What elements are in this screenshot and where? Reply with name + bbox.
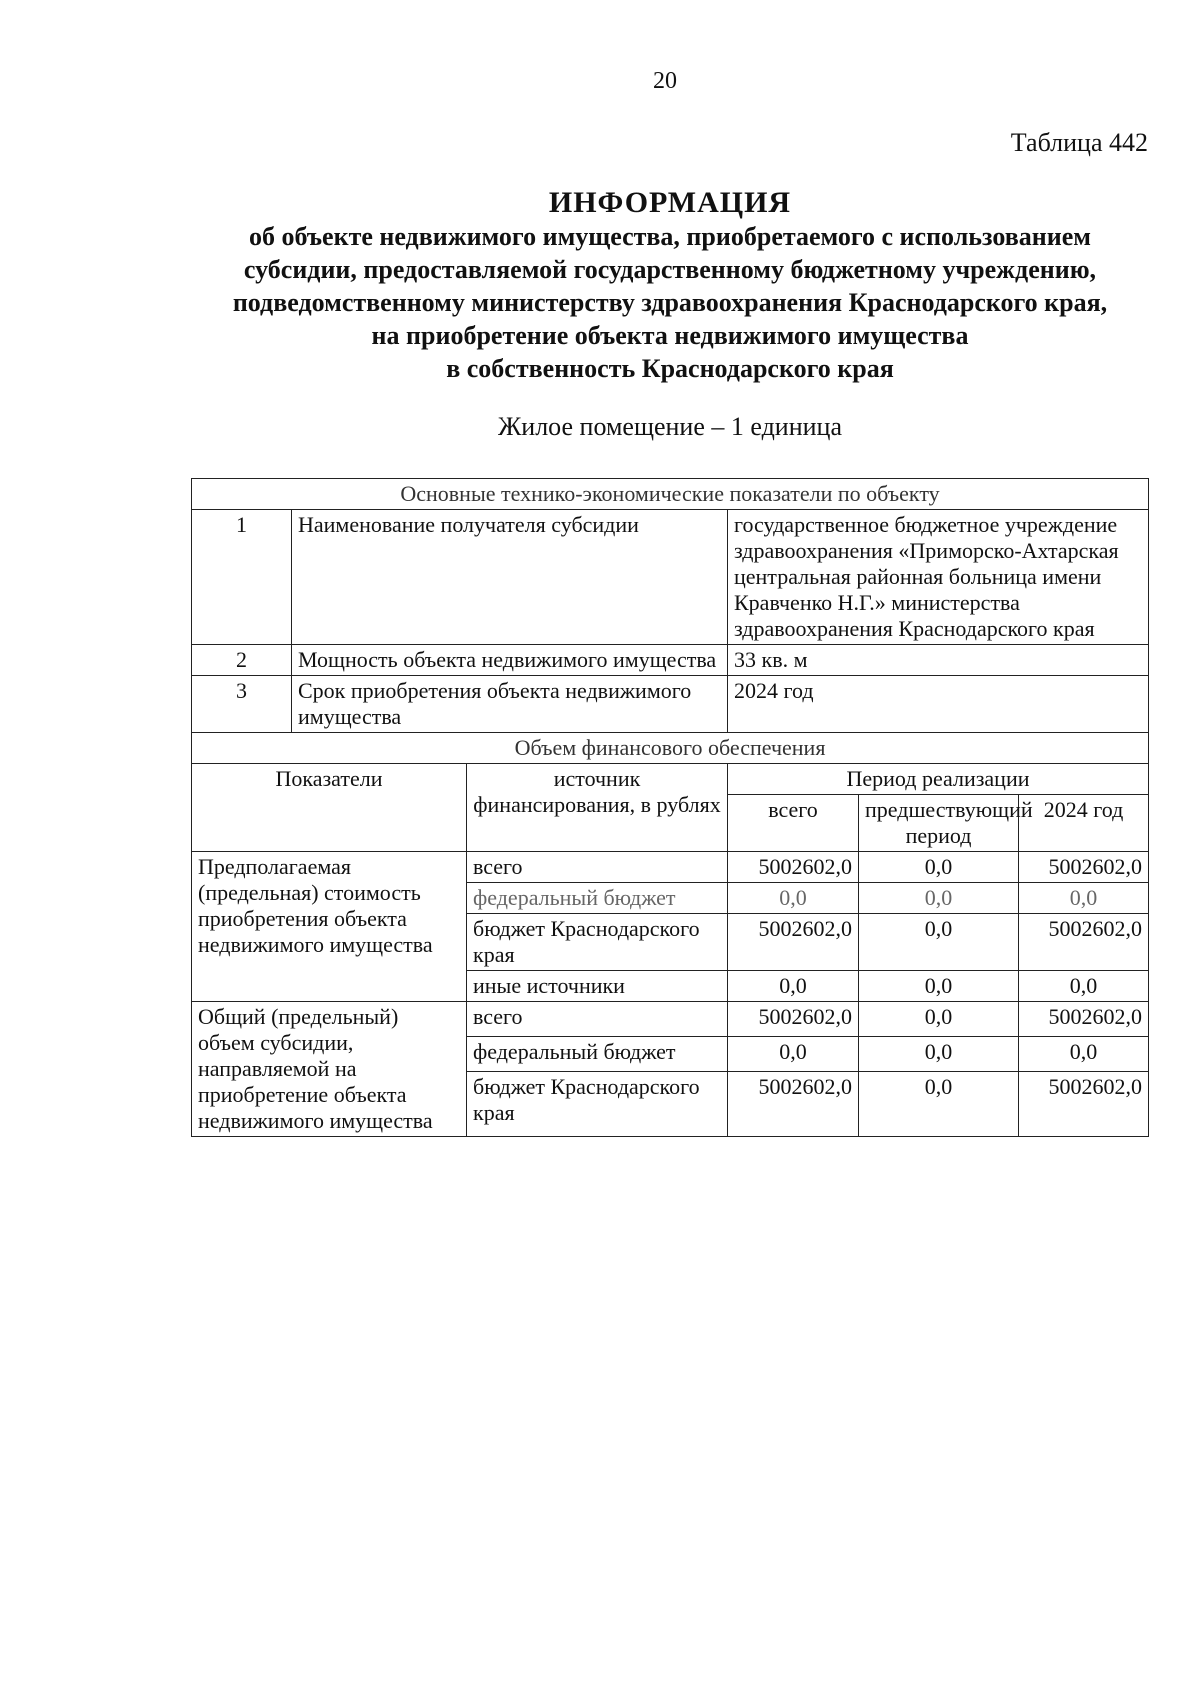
previous-cell: 0,0 (859, 971, 1019, 1002)
year-cell: 0,0 (1019, 971, 1149, 1002)
row-number: 1 (192, 510, 292, 645)
year-cell: 5002602,0 (1019, 914, 1149, 971)
row-value: государственное бюджетное учреждение здравоохранения «Приморско-Ахтарская центральная районная больница имени Кравченко Н.Г.» министерства здравоохранения Краснодарского края (728, 510, 1149, 645)
total-cell: 0,0 (728, 971, 859, 1002)
row-value: 33 кв. м (728, 645, 1149, 676)
table-row (192, 1002, 1149, 1037)
row-value: 2024 год (728, 676, 1149, 733)
total-cell: 5002602,0 (728, 1072, 859, 1137)
document-title (140, 186, 1200, 385)
col-year-header: 2024 год (1019, 795, 1149, 852)
year-cell: 5002602,0 (1019, 852, 1149, 883)
total-cell: 5002602,0 (728, 914, 859, 971)
tech-section-header: Основные технико-экономические показатели по объекту (192, 479, 1149, 510)
row-label: Мощность объекта недвижимого имущества (292, 645, 728, 676)
total-cell: 0,0 (728, 883, 859, 914)
table-row (192, 510, 1149, 645)
previous-cell: 0,0 (859, 1072, 1019, 1137)
finance-section-header-row (192, 733, 1149, 764)
group-label: Предполагаемая (предельная) стоимость приобретения объекта недвижимого имущества (192, 852, 467, 1002)
year-cell: 5002602,0 (1019, 1072, 1149, 1137)
row-label: Срок приобретения объекта недвижимого имущества (292, 676, 728, 733)
page-number: 20 (653, 68, 677, 94)
title-line: в собственность Краснодарского края (446, 354, 894, 383)
tech-section-header-row (192, 479, 1149, 510)
source-cell: федеральный бюджет (467, 883, 728, 914)
col-previous-header: предшествующий период (859, 795, 1019, 852)
year-cell: 0,0 (1019, 1037, 1149, 1072)
col-total-header: всего (728, 795, 859, 852)
total-cell: 5002602,0 (728, 852, 859, 883)
title-line: на приобретение объекта недвижимого имущества (371, 321, 969, 350)
group-label: Общий (предельный) объем субсидии, направляемой на приобретение объекта недвижимого имущества (192, 1002, 467, 1137)
previous-cell: 0,0 (859, 1002, 1019, 1037)
table-row (192, 852, 1149, 883)
previous-cell: 0,0 (859, 1037, 1019, 1072)
year-cell: 5002602,0 (1019, 1002, 1149, 1037)
table-number: Таблица 442 (1010, 128, 1148, 157)
year-cell: 0,0 (1019, 883, 1149, 914)
previous-cell: 0,0 (859, 852, 1019, 883)
finance-section-header: Объем финансового обеспечения (192, 733, 1149, 764)
total-cell: 5002602,0 (728, 1002, 859, 1037)
row-number: 2 (192, 645, 292, 676)
title-line: субсидии, предоставляемой государственному бюджетному учреждению, (243, 255, 1097, 284)
source-cell: бюджет Краснодарского края (467, 1072, 728, 1137)
col-indicators-header: Показатели (192, 764, 467, 852)
source-cell: бюджет Краснодарского края (467, 914, 728, 971)
info-table (191, 478, 1149, 1137)
previous-cell: 0,0 (859, 883, 1019, 914)
source-cell: всего (467, 852, 728, 883)
source-cell: всего (467, 1002, 728, 1037)
table-row (192, 676, 1149, 733)
total-cell: 0,0 (728, 1037, 859, 1072)
source-cell: иные источники (467, 971, 728, 1002)
title-line: подведомственному министерству здравоохранения Краснодарского края, (232, 288, 1108, 317)
source-cell: федеральный бюджет (467, 1037, 728, 1072)
col-source-header: источник финансирования, в рублях (467, 764, 728, 852)
title-line: об объекте недвижимого имущества, приобретаемого с использованием (249, 222, 1091, 251)
previous-cell: 0,0 (859, 914, 1019, 971)
title-main: ИНФОРМАЦИЯ (548, 186, 792, 219)
row-number: 3 (192, 676, 292, 733)
row-label: Наименование получателя субсидии (292, 510, 728, 645)
table-row (192, 645, 1149, 676)
col-period-header: Период реализации (728, 764, 1149, 795)
object-subtitle: Жилое помещение – 1 единица (497, 412, 842, 441)
finance-header-row (192, 764, 1149, 795)
